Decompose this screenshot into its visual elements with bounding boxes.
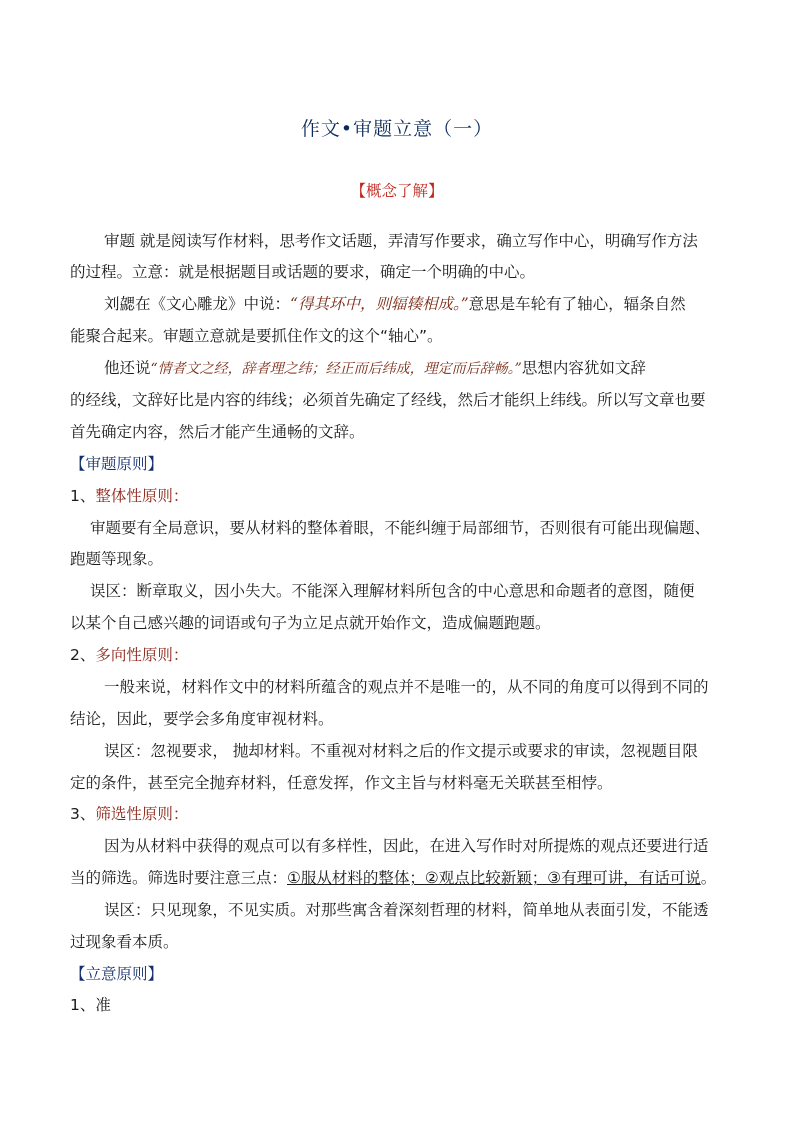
concept-para1-line1: 审题 就是阅读写作材料，思考作文话题，弄清写作要求，确立写作中心，明确写作方法 <box>104 232 698 250</box>
principle2-line1: 一般来说，材料作文中的材料所蕴含的观点并不是唯一的，从不同的角度可以得到不同的 <box>104 678 709 696</box>
principle1-num: 1、 <box>70 487 96 505</box>
principle1-line2: 跑题等现象。 <box>70 550 164 568</box>
section-heading-intent: 【立意原则】 <box>70 965 164 983</box>
principle1-line1: 审题要有全局意识，要从材料的整体着眼，不能纠缠于局部细节，否则很有可能出现偏题、 <box>90 519 711 537</box>
principle1-line4: 以某个自己感兴趣的词语或句子为立足点就开始作文，造成偏题跑题。 <box>70 614 551 632</box>
principle2-line4: 定的条件，甚至完全抛弃材料，任意发挥，作文主旨与材料毫无关联甚至相悖。 <box>70 774 613 792</box>
principle3-b-prefix: 当的筛选。筛选时要注意三点： <box>70 869 288 887</box>
concept-para2-line1 <box>104 294 686 314</box>
principle2-heading <box>70 645 188 665</box>
principle3-line3: 误区：只见现象，不见实质。对那些寓含着深刻哲理的材料，简单地从表面引发，不能透 <box>104 901 709 919</box>
principle3-b-suffix: 。 <box>700 869 717 887</box>
para2-prefix: 刘勰在《文心雕龙》中说： <box>104 295 291 313</box>
principle3-heading <box>70 804 188 824</box>
principle2-num: 2、 <box>70 646 96 664</box>
para3-suffix: 思想内容犹如文辞 <box>521 359 646 377</box>
principle2-line3: 误区：忽视要求， 抛却材料。不重视对材料之后的作文提示或要求的审读，忽视题目限 <box>104 742 698 760</box>
section-heading-concept: 【概念了解】 <box>350 182 444 200</box>
principle1-heading <box>70 486 188 506</box>
principle3-line1: 因为从材料中获得的观点可以有多样性，因此，在进入写作时对所提炼的观点还要进行适 <box>104 837 709 855</box>
para2-suffix: 意思是车轮有了轴心，辐条自然 <box>468 295 686 313</box>
principle1-line3: 误区：断章取义，因小失大。不能深入理解材料所包含的中心意思和命题者的意图，随便 <box>90 582 695 600</box>
para2-quote: “得其环中，则辐辏相成。” <box>290 295 469 313</box>
concept-para3-line3: 首先确定内容，然后才能产生通畅的文辞。 <box>70 423 365 441</box>
concept-para3-line2: 的经线，文辞好比是内容的纬线；必须首先确定了经线，然后才能织上纬线。所以写文章也要 <box>70 391 706 409</box>
page-title: 作文•审题立意（一） <box>300 118 494 140</box>
principle2-name: 多向性原则： <box>95 646 189 664</box>
concept-para1-line2: 的过程。立意：就是根据题目或话题的要求，确定一个明确的中心。 <box>70 263 536 281</box>
principle3-num: 3、 <box>70 805 96 823</box>
section-heading-review: 【审题原则】 <box>70 455 164 473</box>
principle3-b-underlined: ①服从材料的整体；②观点比较新颖；③有理可讲，有话可说 <box>287 869 701 887</box>
para3-quote: “情者文之经，辞者理之纬；经正而后纬成，理定而后辞畅。” <box>150 361 522 377</box>
principle3-line2 <box>70 868 716 888</box>
principle3-name: 筛选性原则： <box>95 805 189 823</box>
principle2-line2: 结论，因此，要学会多角度审视材料。 <box>70 710 334 728</box>
principle1-name: 整体性原则： <box>95 487 189 505</box>
concept-para2-line2: 能聚合起来。审题立意就是要抓住作文的这个“轴心”。 <box>70 327 443 345</box>
principle3-line4: 过现象看本质。 <box>70 933 179 951</box>
intent-item-1: 1、准 <box>70 996 111 1014</box>
para3-prefix: 他还说 <box>104 359 151 377</box>
concept-para3-line1 <box>104 358 646 379</box>
